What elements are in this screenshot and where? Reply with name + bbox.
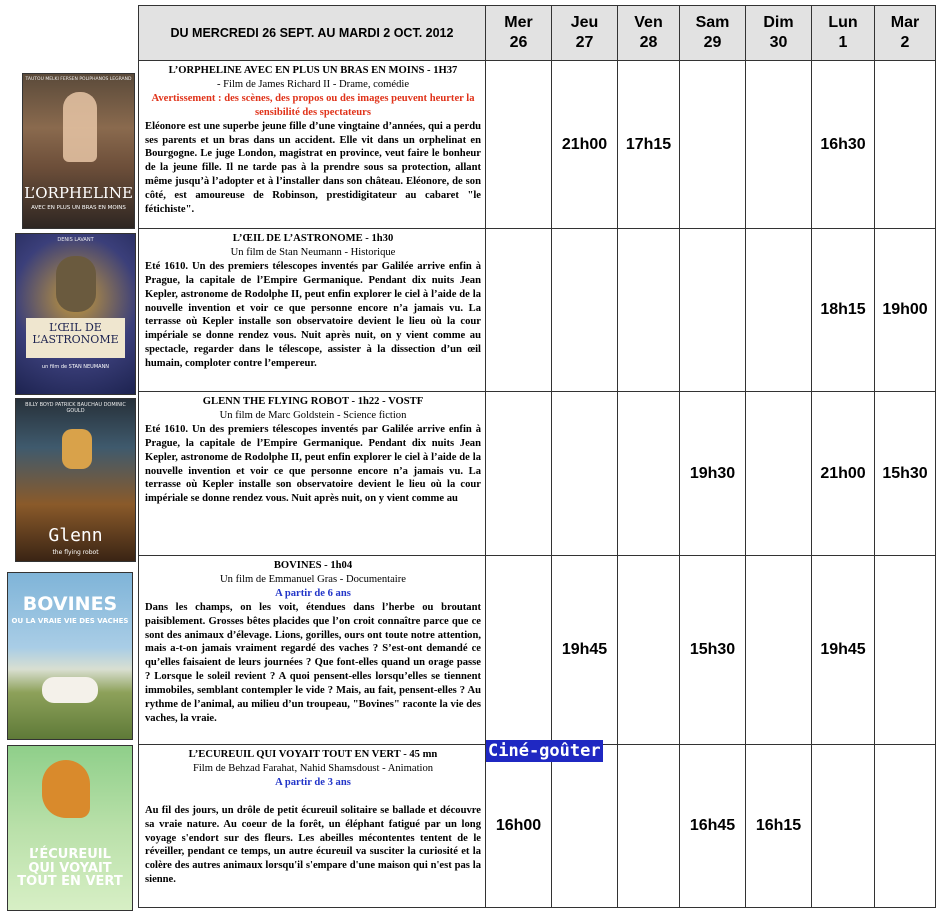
- day-name: Sam: [695, 14, 730, 31]
- showtime[interactable]: [618, 556, 680, 745]
- film-info: [139, 392, 486, 556]
- poster-subtitle: OU LA VRAIE VIE DES VACHES: [11, 617, 129, 625]
- film-info: [139, 61, 486, 229]
- film-title: BOVINES - 1h04: [273, 560, 353, 571]
- film-subtitle: Un film de Marc Goldstein - Science fiction: [219, 409, 407, 421]
- showtime[interactable]: 19h45: [812, 556, 875, 745]
- showtime[interactable]: [618, 745, 680, 908]
- day-number: 28: [639, 34, 658, 51]
- showtime[interactable]: 16h45: [680, 745, 746, 908]
- slot-wrapper: [486, 741, 601, 895]
- poster-squirrel: [42, 760, 90, 818]
- showtime[interactable]: [552, 745, 618, 908]
- poster-cast: BILLY BOYD PATRICK BAUCHAU DOMINIC GOULD: [25, 402, 126, 414]
- day-header-jeu: [552, 6, 618, 61]
- film-description: Eléonore est une superbe jeune fille d’une vingtaine d’années, qui a perdu ses parents et un bras dans un accident. Elle vit dans un orphelinat en Bourgogne. Le juge London, magistrat en province, veut faire le bonheur de la jeune fille. Il ne tarde pas à la prendre sous sa protection, allant même jusqu’à l’adopter et à l’installer dans son château. Eléonore, de son côté, est amoureuse de Robinson, prestidigitateur au cabaret "le fétichiste".: [145, 120, 481, 216]
- day-number: 27: [575, 34, 594, 51]
- showtime[interactable]: [486, 229, 552, 392]
- showtime[interactable]: [618, 392, 680, 556]
- showtime[interactable]: [552, 229, 618, 392]
- showtime[interactable]: 17h15: [618, 61, 680, 229]
- day-header-sam: [680, 6, 746, 61]
- poster-cast: DENIS LAVANT: [57, 237, 94, 243]
- period-header: DU MERCREDI 26 SEPT. AU MARDI 2 OCT. 2012: [139, 6, 486, 61]
- poster-ecureuil[interactable]: [7, 745, 133, 911]
- poster-astronome[interactable]: [15, 233, 136, 395]
- film-subtitle: Un film de Stan Neumann - Historique: [230, 246, 396, 258]
- cine-gouter-badge: Ciné-goûter: [488, 741, 601, 761]
- poster-cast: TAUTOU MELKI FERSEN POLIPHANOS LEGRAND: [25, 77, 132, 82]
- spacer: [145, 790, 481, 804]
- film-row: [139, 745, 936, 908]
- age-rating: A partir de 6 ans: [275, 587, 351, 599]
- day-header-mar: [875, 6, 936, 61]
- film-title: L’ORPHELINE AVEC EN PLUS UN BRAS EN MOINS - 1H37: [168, 65, 458, 76]
- header-row: [139, 6, 936, 61]
- poster-figure: [63, 92, 97, 162]
- showtime[interactable]: 19h45: [552, 556, 618, 745]
- film-subtitle: - Film de James Richard II - Drame, comédie: [216, 78, 410, 90]
- day-header-dim: [746, 6, 812, 61]
- film-info: [139, 745, 486, 908]
- showtime[interactable]: [486, 61, 552, 229]
- film-description: Eté 1610. Un des premiers télescopes inventés par Galilée arrive enfin à Prague, la capitale de l’Empire Germanique. Pendant dix nuits Jean Kepler, astronome de Rodolphe II, peut enfin explorer le ciel à l’aide de la nouvelle invention et voir ce que personne encore n’a jamais vu. La terrasse où Kepler installe son observatoire devient le lieu où la cour impériale se donne rendez vous. Nuit après nuit, on y vient comme au spectacle, regarder dans le télescope, assister à la dissection d’un œil humain, comploter contre l’empereur.: [145, 260, 481, 370]
- film-description: Au fil des jours, un drôle de petit écureuil solitaire se ballade et découvre sa vraie nature. Au coeur de la forêt, un éléphant fatigué par un long voyage s'endort sur des fleurs. Les abeilles mécontentes tentent de le réveiller, pendant ce temps, un autre écureuil va susciter la curiosité et la colère des autres animaux lorsqu'il s'empare d'une maison qui n'est pas la sienne.: [145, 804, 481, 886]
- poster-bovines[interactable]: [7, 572, 133, 740]
- poster-robot: [62, 429, 92, 469]
- showtime[interactable]: 16h00: [495, 817, 542, 834]
- showtime[interactable]: 19h00: [875, 229, 936, 392]
- film-info: [139, 556, 486, 745]
- showtime[interactable]: [875, 745, 936, 908]
- showtime[interactable]: [746, 556, 812, 745]
- day-number: 2: [900, 34, 910, 51]
- showtime-with-badge[interactable]: [486, 741, 601, 908]
- showtime[interactable]: 18h15: [812, 229, 875, 392]
- showtime[interactable]: [680, 61, 746, 229]
- showtime[interactable]: 21h00: [552, 61, 618, 229]
- day-name: Jeu: [570, 14, 599, 31]
- day-number: 26: [509, 34, 528, 51]
- day-name: Mer: [504, 14, 533, 31]
- film-row: [139, 392, 936, 556]
- day-name: Lun: [828, 14, 858, 31]
- day-number: 29: [703, 34, 722, 51]
- film-info: [139, 229, 486, 392]
- poster-glenn[interactable]: [15, 398, 136, 562]
- film-title: L’ECUREUIL QUI VOYAIT TOUT EN VERT - 45 mn: [188, 749, 438, 760]
- showtime[interactable]: [875, 61, 936, 229]
- schedule-table: [138, 5, 936, 908]
- day-header-mer: [486, 6, 552, 61]
- day-header-ven: [618, 6, 680, 61]
- showtime[interactable]: 15h30: [875, 392, 936, 556]
- showtime[interactable]: 21h00: [812, 392, 875, 556]
- showtime[interactable]: 15h30: [680, 556, 746, 745]
- film-description: Eté 1610. Un des premiers télescopes inventés par Galilée arrive enfin à Prague, la capitale de l’Empire Germanique. Pendant dix nuits Jean Kepler, astronome de Rodolphe II, peut enfin explorer le ciel à l’aide de la nouvelle invention et voir ce que personne encore n’a jamais vu. La terrasse où Kepler installe son observatoire devient le lieu où la cour impériale se donne rendez vous. Nuit après nuit, on y vient comme au: [145, 423, 481, 505]
- day-name: Dim: [763, 14, 794, 31]
- film-title: GLENN THE FLYING ROBOT - 1h22 - VOSTF: [202, 396, 424, 407]
- showtime[interactable]: [875, 556, 936, 745]
- age-rating: A partir de 3 ans: [275, 776, 351, 788]
- showtime[interactable]: 19h30: [680, 392, 746, 556]
- poster-subtitle: AVEC EN PLUS UN BRAS EN MOINS: [31, 205, 126, 211]
- film-row: [139, 556, 936, 745]
- poster-title: L’ŒIL DE L’ASTRONOME: [32, 321, 119, 346]
- showtime[interactable]: 16h15: [746, 745, 812, 908]
- poster-subtitle: un film de STAN NEUMANN: [41, 364, 110, 370]
- posters-column: [0, 0, 138, 916]
- poster-title: L’ORPHELINE: [24, 184, 133, 202]
- poster-subtitle: the flying robot: [52, 549, 99, 556]
- showtime[interactable]: [552, 392, 618, 556]
- film-title: L’ŒIL DE L’ASTRONOME - 1h30: [232, 233, 394, 244]
- showtime[interactable]: [746, 392, 812, 556]
- film-subtitle: Film de Behzad Farahat, Nahid Shamsdoust - Animation: [192, 762, 434, 774]
- showtime[interactable]: 16h30: [812, 61, 875, 229]
- showtime[interactable]: [486, 556, 552, 745]
- poster-title: BOVINES: [22, 593, 118, 615]
- poster-figure: [56, 256, 96, 312]
- film-row: [139, 229, 936, 392]
- showtime[interactable]: [746, 229, 812, 392]
- showtime[interactable]: [486, 392, 552, 556]
- showtime[interactable]: [680, 229, 746, 392]
- day-name: Mar: [890, 14, 920, 31]
- poster-title: Glenn: [48, 525, 103, 546]
- poster-title: L’ÉCUREUIL QUI VOYAIT TOUT EN VERT: [17, 847, 123, 890]
- poster-orpheline[interactable]: [22, 73, 135, 229]
- poster-cow: [42, 677, 98, 703]
- day-number: 1: [838, 34, 848, 51]
- film-row: [139, 61, 936, 229]
- day-number: 30: [769, 34, 788, 51]
- film-subtitle: Un film de Emmanuel Gras - Documentaire: [220, 573, 406, 585]
- showtime[interactable]: [746, 61, 812, 229]
- day-name: Ven: [634, 14, 663, 31]
- film-warning: Avertissement : des scènes, des propos ou des images peuvent heurter la sensibilité des spectateurs: [151, 92, 475, 118]
- film-description: Dans les champs, on les voit, étendues dans l’herbe ou broutant paisiblement. Grosses bêtes placides que l’on croit connaître parce que ce sont des animaux d’élevage. Lions, gorilles, ours ont toute notre attention, mais a-t-on jamais vraiment regardé des vaches ? S’est-ont demandé ce qu’elles faisaient de leurs journées ? Que font-elles quand un orage passe ? Lorsque le soleil revient ? A quoi pensent-elles lorsqu’elles se tiennent immobiles, semblant contempler le vide ? Mais, au fait, pensent-elles ? Au rythme de l’animal, au milieu d’un troupeau, "Bovines" raconte la vie des vaches, la vraie.: [145, 601, 481, 724]
- day-header-lun: [812, 6, 875, 61]
- showtime[interactable]: [812, 745, 875, 908]
- showtime[interactable]: [618, 229, 680, 392]
